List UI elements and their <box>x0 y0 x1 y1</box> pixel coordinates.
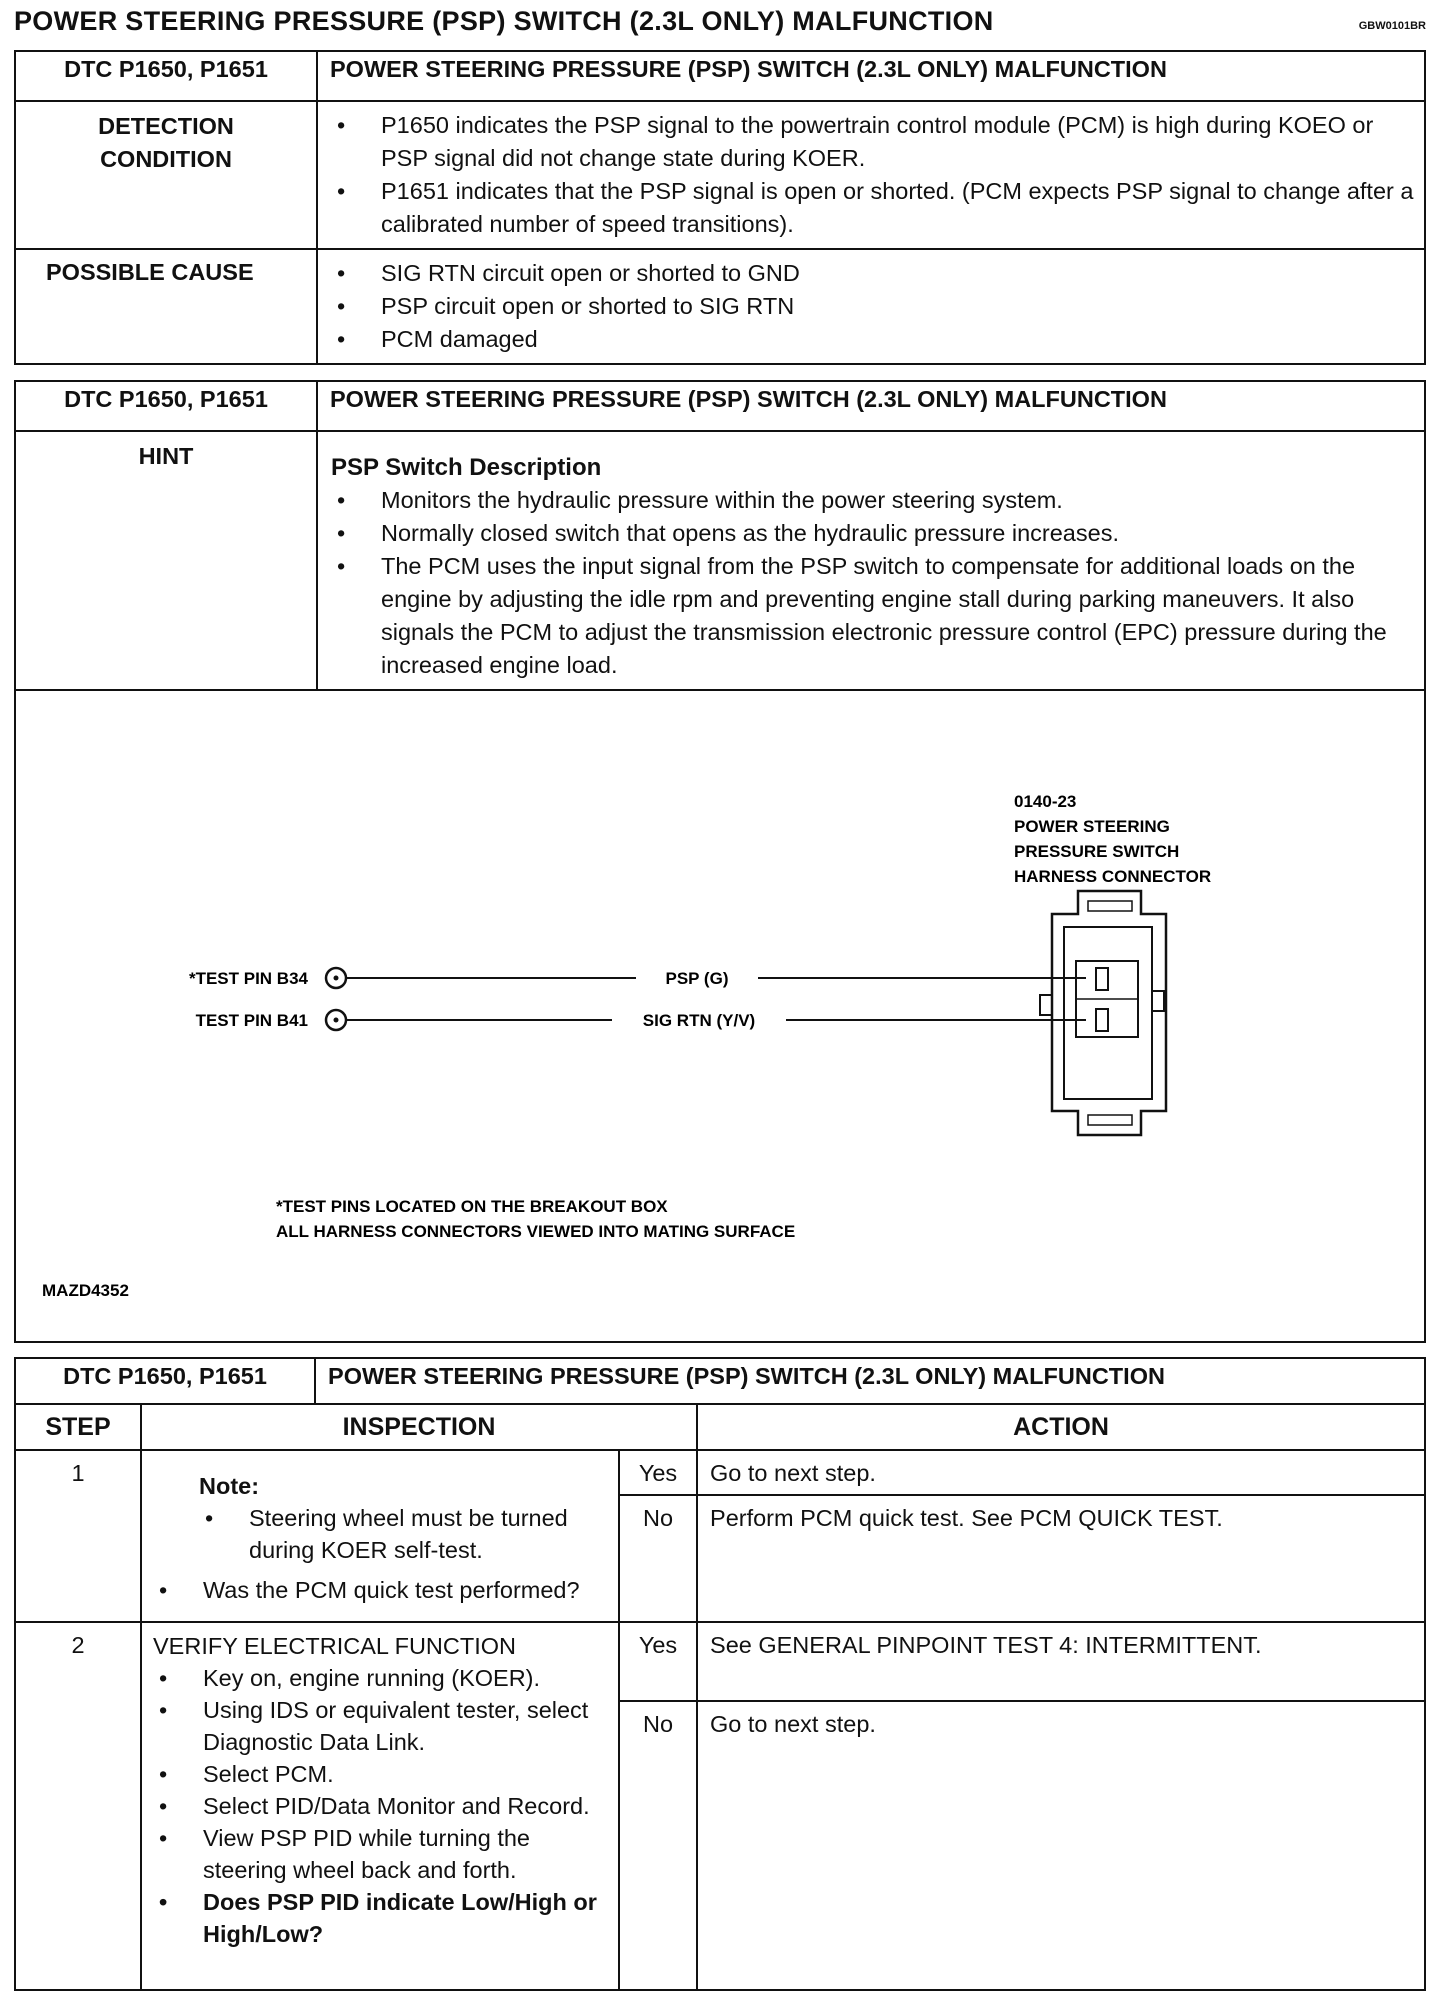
yes-label: Yes <box>619 1450 697 1495</box>
list-item: • The PCM uses the input signal from the PSP switch to compensate for additional loads on the engine by adjusting the idle rpm and preventing engine stall during parking maneuvers. It also signals the PCM to adjust the transmission electronic pressure control (EPC) pressure during the increased engine load. <box>329 550 1415 682</box>
page-code: GBW0101BR <box>1358 20 1426 32</box>
connector-label-line: 0140-23 <box>1014 792 1077 811</box>
wiring-diagram <box>15 690 1425 1342</box>
wiring-diagram-svg <box>16 691 1424 1341</box>
hint-label: HINT <box>15 431 317 690</box>
possible-cause-list <box>317 249 1425 364</box>
connector-label-line: PRESSURE SWITCH <box>1014 842 1180 861</box>
test-pin-label: *TEST PIN B34 <box>188 969 308 988</box>
table-row <box>15 1450 1425 1495</box>
list-item: • P1651 indicates that the PSP signal is open or shorted. (PCM expects PSP signal to change after a calibrated number of speed transitions). <box>329 175 1415 241</box>
footnote: ALL HARNESS CONNECTORS VIEWED INTO MATING SURFACE <box>276 1222 796 1241</box>
question: • Does PSP PID indicate Low/High or High/Low? <box>153 1886 611 1950</box>
detection-condition-label: DETECTION CONDITION <box>15 101 317 249</box>
list-item: • SIG RTN circuit open or shorted to GND <box>329 257 1415 290</box>
list-item: • Monitors the hydraulic pressure within the power steering system. <box>329 484 1415 517</box>
section-title: POWER STEERING PRESSURE (PSP) SWITCH (2.3L ONLY) MALFUNCTION <box>317 51 1425 101</box>
detection-table <box>14 50 1426 365</box>
list-item: • PSP circuit open or shorted to SIG RTN <box>329 290 1415 323</box>
dtc-code: DTC P1650, P1651 <box>15 51 317 101</box>
test-pin-label: TEST PIN B41 <box>195 1011 308 1030</box>
note-label: Note: <box>199 1473 260 1499</box>
dtc-code: DTC P1650, P1651 <box>15 381 317 431</box>
hint-content <box>317 431 1425 690</box>
column-header-inspection: INSPECTION <box>141 1404 697 1450</box>
table-row <box>15 1622 1425 1701</box>
hint-heading: PSP Switch Description <box>331 454 602 481</box>
question: • Was the PCM quick test performed? <box>153 1574 611 1606</box>
step-number: 1 <box>15 1450 141 1622</box>
list-item: • Select PID/Data Monitor and Record. <box>153 1790 611 1822</box>
yes-action: See GENERAL PINPOINT TEST 4: INTERMITTENT. <box>697 1622 1425 1701</box>
column-header-step: STEP <box>15 1404 141 1450</box>
list-item: • P1650 indicates the PSP signal to the powertrain control module (PCM) is high during KOEO or PSP signal did not change state during KOER. <box>329 109 1415 175</box>
no-label: No <box>619 1495 697 1622</box>
page-title: POWER STEERING PRESSURE (PSP) SWITCH (2.3L ONLY) MALFUNCTION <box>14 6 994 36</box>
possible-cause-label: POSSIBLE CAUSE <box>15 249 317 364</box>
connector-label-line: POWER STEERING <box>1014 817 1170 836</box>
page-header <box>14 6 1426 40</box>
inspection-cell <box>141 1450 619 1622</box>
section-title: POWER STEERING PRESSURE (PSP) SWITCH (2.3L ONLY) MALFUNCTION <box>317 381 1425 431</box>
test-pin-icon <box>326 1010 346 1030</box>
list-item: • Steering wheel must be turned during KOER self-test. <box>199 1502 617 1566</box>
figure-id: MAZD4352 <box>42 1281 129 1300</box>
step-number: 2 <box>15 1622 141 1990</box>
inspection-cell <box>141 1622 619 1990</box>
steps-table <box>14 1357 1426 1991</box>
list-item: • PCM damaged <box>329 323 1415 356</box>
section-title: POWER STEERING PRESSURE (PSP) SWITCH (2.3L ONLY) MALFUNCTION <box>315 1358 1425 1404</box>
list-item: • Using IDS or equivalent tester, select Diagnostic Data Link. <box>153 1694 611 1758</box>
column-header-action: ACTION <box>697 1404 1425 1450</box>
list-item: • Key on, engine running (KOER). <box>153 1662 611 1694</box>
footnote: *TEST PINS LOCATED ON THE BREAKOUT BOX <box>276 1197 668 1216</box>
connector-label-line: HARNESS CONNECTOR <box>1014 867 1212 886</box>
no-label: No <box>619 1701 697 1990</box>
test-pin-icon <box>326 968 346 988</box>
connector-icon <box>1040 891 1166 1135</box>
list-item: • View PSP PID while turning the steering wheel back and forth. <box>153 1822 611 1886</box>
list-item: • Select PCM. <box>153 1758 611 1790</box>
yes-label: Yes <box>619 1622 697 1701</box>
no-action: Perform PCM quick test. See PCM QUICK TEST. <box>697 1495 1425 1622</box>
wire-label: PSP (G) <box>665 969 729 988</box>
yes-action: Go to next step. <box>697 1450 1425 1495</box>
hint-table <box>14 380 1426 1343</box>
inspection-heading: VERIFY ELECTRICAL FUNCTION <box>153 1633 516 1659</box>
no-action: Go to next step. <box>697 1701 1425 1990</box>
detection-condition-list <box>317 101 1425 249</box>
wire-label: SIG RTN (Y/V) <box>642 1011 756 1030</box>
list-item: • Normally closed switch that opens as the hydraulic pressure increases. <box>329 517 1415 550</box>
dtc-code: DTC P1650, P1651 <box>15 1358 315 1404</box>
